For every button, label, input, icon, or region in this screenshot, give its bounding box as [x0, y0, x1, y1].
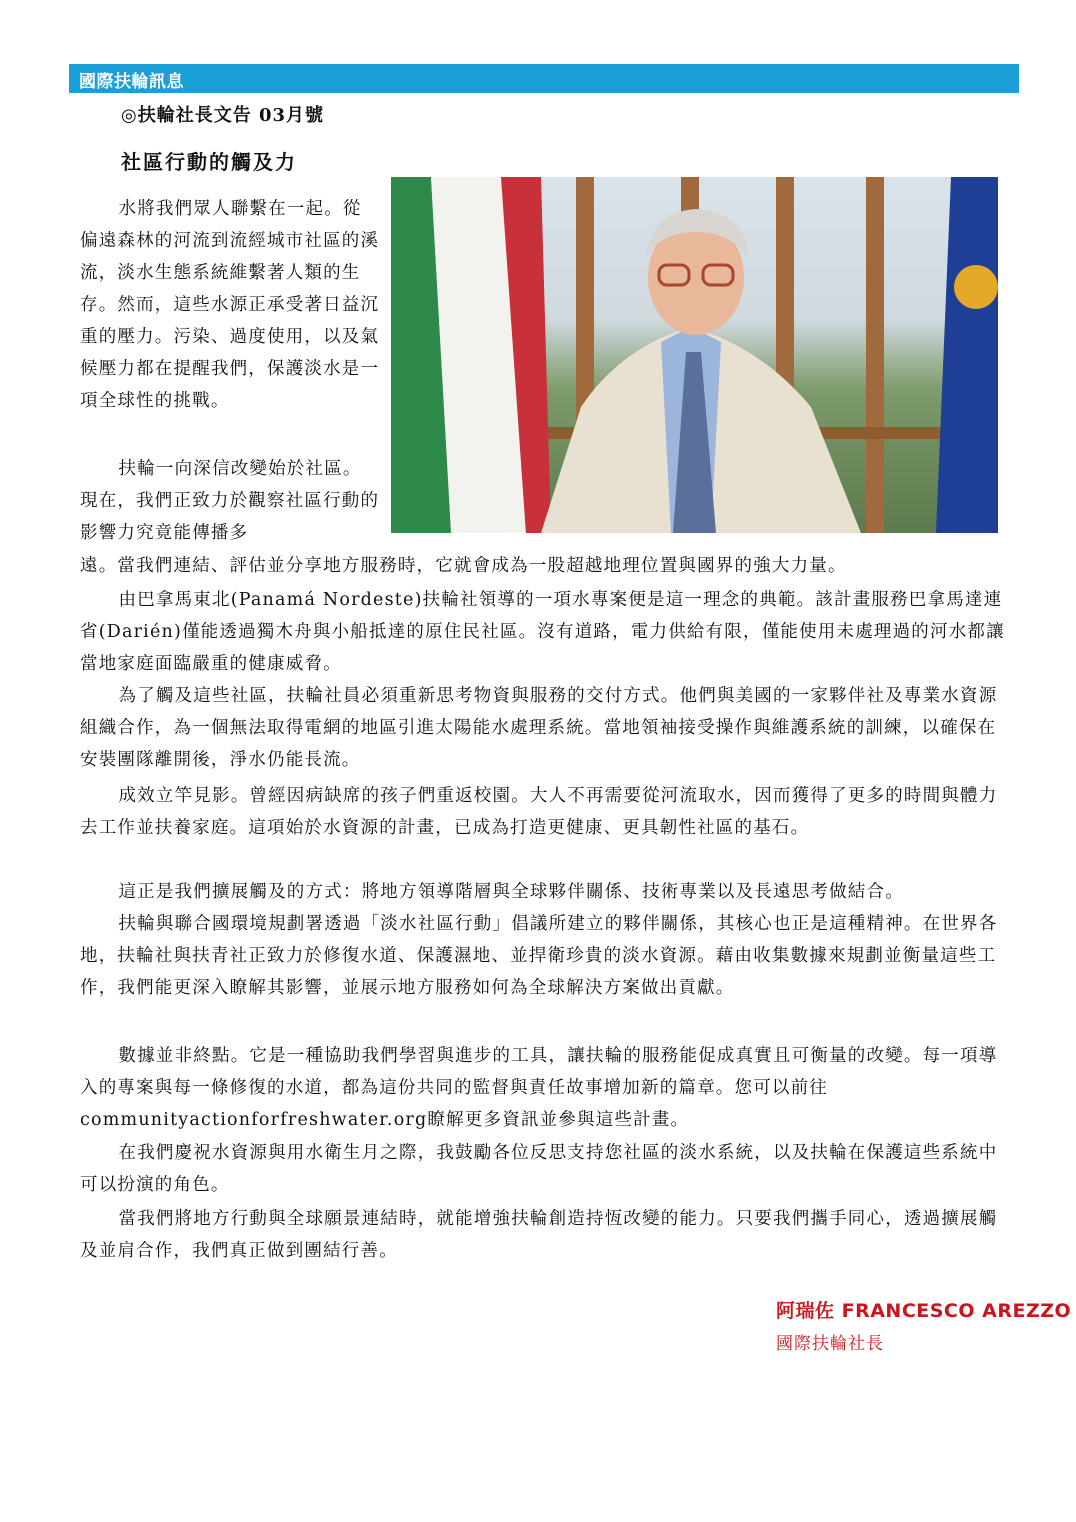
body-paragraph-10: 當我們將地方行動與全球願景連結時，就能增強扶輪創造持恆改變的能力。只要我們攜手同心，透過擴展觸及並肩合作，我們真正做到團結行善。 — [80, 1209, 998, 1261]
portrait-photo-illustration — [391, 177, 998, 533]
body-paragraph-1: 水將我們眾人聯繫在一起。從偏遠森林的河流到流經城市社區的溪流，淡水生態系統維繫著人類的生存。然而，這些水源正承受著日益沉重的壓力。污染、過度使用，以及氣候壓力都在提醒我們，保護淡水是一項全球性的挑戰。 — [80, 199, 380, 411]
body-paragraph-8: 數據並非終點。它是一種協助我們學習與進步的工具，讓扶輪的服務能促成真實且可衡量的改變。每一項導入的專案與每一條修復的水道，都為這份共同的監督與責任故事增加新的篇章。您可以前往communityactionforfreshwater.org瞭解更多資訊並參與這些計畫。 — [80, 1046, 998, 1130]
body-paragraph-4: 為了觸及這些社區，扶輪社員必須重新思考物資與服務的交付方式。他們與美國的一家夥伴社及專業水資源組織合作，為一個無法取得電網的地區引進太陽能水處理系統。當地領袖接受操作與維護系統的訓練，以確保在安裝團隊離開後，淨水仍能長流。 — [80, 686, 998, 770]
portrait-photo — [391, 177, 998, 533]
body-paragraph-5: 成效立竿見影。曾經因病缺席的孩子們重返校園。大人不再需要從河流取水，因而獲得了更多的時間與體力去工作並扶養家庭。這項始於水資源的計畫，已成為打造更健康、更具韌性社區的基石。 — [80, 786, 998, 838]
document-heading: ◎扶輪社長文告 03月號 — [121, 105, 325, 126]
signature-name: 阿瑞佐 FRANCESCO AREZZO — [776, 1300, 1072, 1322]
body-paragraph-2: 扶輪一向深信改變始於社區。現在，我們正致力於觀察社區行動的影響力究竟能傳播多 — [80, 459, 380, 543]
section-header-bar — [69, 64, 1019, 93]
body-paragraph-2-continued: 遠。當我們連結、評估並分享地方服務時，它就會成為一股超越地理位置與國界的強大力量。 — [80, 556, 847, 576]
body-paragraph-3: 由巴拿馬東北(Panamá Nordeste)扶輪社領導的一項水專案便是這一理念的典範。該計畫服務巴拿馬達連省(Darién)僅能透過獨木舟與小船抵達的原住民社區。沒有道路，電力供給有限，僅能使用未處理過的河水都讓當地家庭面臨嚴重的健康威脅。 — [80, 590, 1005, 674]
section-header-label: 國際扶輪訊息 — [79, 72, 184, 92]
article-title: 社區行動的觸及力 — [121, 150, 297, 174]
signature-title: 國際扶輪社長 — [776, 1334, 884, 1354]
signature-block — [776, 1296, 1071, 1354]
body-paragraph-6: 這正是我們擴展觸及的方式：將地方領導階層與全球夥伴關係、技術專業以及長遠思考做結合。 — [118, 882, 904, 902]
body-paragraph-7: 扶輪與聯合國環境規劃署透過「淡水社區行動」倡議所建立的夥伴關係，其核心也正是這種精神。在世界各地，扶輪社與扶青社正致力於修復水道、保護濕地、並捍衛珍貴的淡水資源。藉由收集數據來規劃並衡量這些工作，我們能更深入瞭解其影響，並展示地方服務如何為全球解決方案做出貢獻。 — [80, 914, 998, 998]
body-paragraph-9: 在我們慶祝水資源與用水衛生月之際，我鼓勵各位反思支持您社區的淡水系統，以及扶輪在保護這些系統中可以扮演的角色。 — [80, 1143, 998, 1195]
